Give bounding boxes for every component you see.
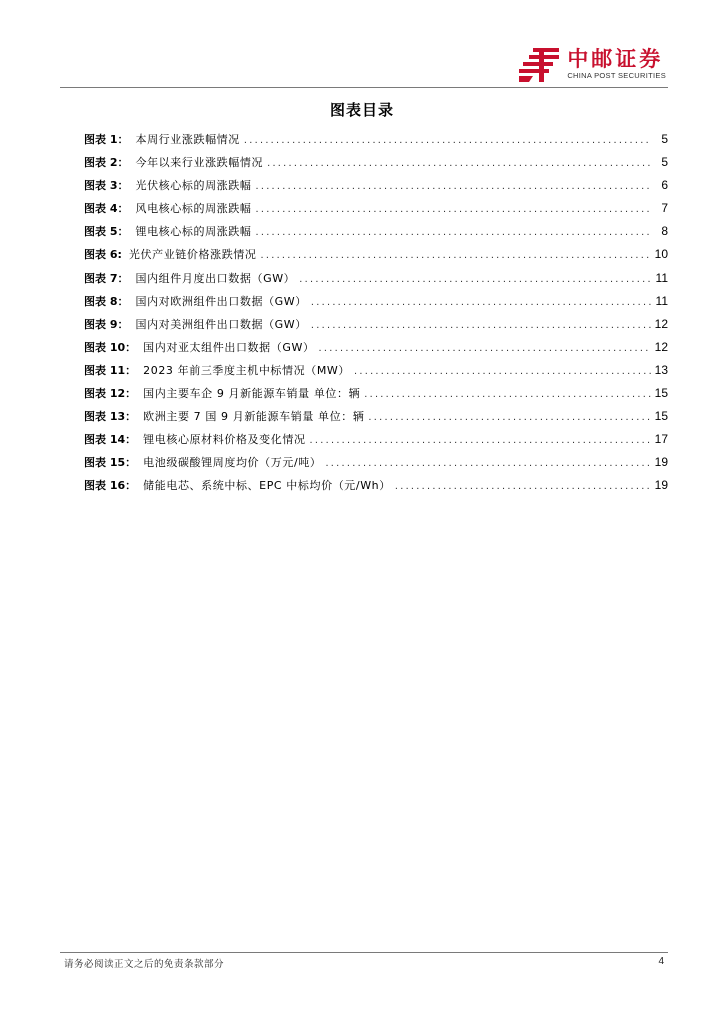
page-header [60,38,668,88]
footer-divider [60,952,668,953]
toc-entry-caption: 锂电核心标的周涨跌幅 [135,225,252,239]
toc-entry-caption: 2023 年前三季度主机中标情况（MW） [143,363,350,377]
logo-english-name: CHINA POST SECURITIES [567,71,666,80]
toc-entry-page: 17 [654,432,668,447]
toc-entry-page: 7 [661,201,668,216]
logo-chinese-name: 中邮证券 [567,47,664,71]
toc-entry-caption: 国内对亚太组件出口数据（GW） [143,340,315,354]
toc-entry-page: 19 [654,478,668,493]
toc-entry-page: 13 [654,362,668,377]
toc-entry[interactable] [84,243,668,266]
toc-entry-label: 图表 6: [84,248,122,262]
toc-entry[interactable] [84,359,668,382]
footer-disclaimer: 请务必阅读正文之后的免责条款部分 [64,959,225,970]
toc-title: 图表目录 [329,101,394,119]
toc-entry[interactable] [84,197,668,220]
toc-entry-caption: 光伏核心标的周涨跌幅 [135,179,252,193]
toc-entry-label: 图表 4： [84,202,129,216]
toc-entry-page: 11 [655,293,668,308]
toc-entry[interactable] [84,405,668,428]
toc-entry[interactable] [84,267,668,290]
header-divider [60,87,668,88]
toc-entry-label: 图表 13： [84,410,137,424]
toc-entry-caption: 电池级碳酸锂周度均价（万元/吨） [143,456,322,470]
toc-entry-page: 11 [655,270,668,285]
toc-dot-leader [299,268,651,290]
toc-entry[interactable] [84,174,668,197]
toc-dot-leader [325,452,650,474]
toc-entry-page: 12 [654,316,668,331]
toc-dot-leader [354,360,651,382]
toc-entry-label: 图表 2： [84,156,129,170]
toc-entry-label: 图表 10： [84,340,137,354]
toc-entry[interactable] [84,151,668,174]
toc-entry-caption: 国内对欧洲组件出口数据（GW） [135,294,307,308]
toc-entry[interactable] [84,428,668,451]
toc-dot-leader [267,152,652,174]
toc-entry-page: 8 [661,224,668,239]
toc-dot-leader [255,221,652,243]
toc-entry-caption: 本周行业涨跌幅情况 [135,133,240,146]
page-number: 4 [658,956,664,967]
toc-entry[interactable] [84,313,668,336]
toc-dot-leader [395,475,651,497]
toc-entry[interactable] [84,290,668,313]
toc-entry-caption: 国内对美洲组件出口数据（GW） [135,317,307,331]
toc-entry-page: 12 [654,339,668,354]
toc-entry-page: 15 [654,409,668,424]
toc-entry-label: 图表 12： [84,387,137,401]
toc-dot-leader [319,337,651,359]
toc-entry[interactable] [84,220,668,243]
toc-dot-leader [255,175,652,197]
toc-entry-label: 图表 8： [84,294,129,308]
toc-dot-leader [364,383,650,405]
toc-dot-leader [311,291,652,313]
toc-entry[interactable] [84,474,668,497]
table-of-figures [84,128,668,498]
toc-entry[interactable] [84,451,668,474]
toc-entry-page: 15 [654,386,668,401]
toc-entry-caption: 今年以来行业涨跌幅情况 [135,156,264,170]
toc-entry[interactable] [84,128,668,151]
toc-dot-leader [310,429,651,451]
toc-entry-label: 图表 1： [84,133,129,146]
toc-entry-page: 5 [661,155,668,170]
toc-entry-caption: 风电核心标的周涨跌幅 [135,202,252,216]
toc-dot-leader [255,198,652,220]
toc-entry-caption: 光伏产业链价格涨跌情况 [128,248,257,262]
toc-entry-caption: 国内主要车企 9 月新能源车销量 单位：辆 [143,387,361,401]
toc-entry-label: 图表 15： [84,456,137,470]
toc-dot-leader [244,129,652,151]
company-logo [519,44,666,84]
toc-entry[interactable] [84,336,668,359]
toc-entry-label: 图表 11： [84,363,137,377]
toc-dot-leader [311,314,651,336]
toc-entry-label: 图表 7： [84,271,129,285]
toc-entry-label: 图表 3： [84,179,129,193]
toc-entry-label: 图表 16： [84,479,137,493]
toc-dot-leader [368,406,650,428]
toc-entry-caption: 储能电芯、系统中标、EPC 中标均价（元/Wh） [143,479,391,493]
toc-entry-page: 10 [654,247,668,262]
page-footer [60,952,668,970]
toc-entry-caption: 国内组件月度出口数据（GW） [135,271,296,285]
toc-entry[interactable] [84,382,668,405]
toc-entry-label: 图表 9： [84,317,129,331]
toc-dot-leader [261,244,651,266]
china-post-logo-icon [519,45,563,83]
toc-entry-page: 6 [661,178,668,193]
toc-entry-page: 19 [654,455,668,470]
toc-entry-label: 图表 14： [84,433,137,447]
toc-entry-caption: 锂电核心原材料价格及变化情况 [143,433,306,447]
toc-entry-caption: 欧洲主要 7 国 9 月新能源车销量 单位：辆 [143,410,365,424]
toc-entry-label: 图表 5： [84,225,129,239]
toc-entry-page: 5 [661,132,668,146]
